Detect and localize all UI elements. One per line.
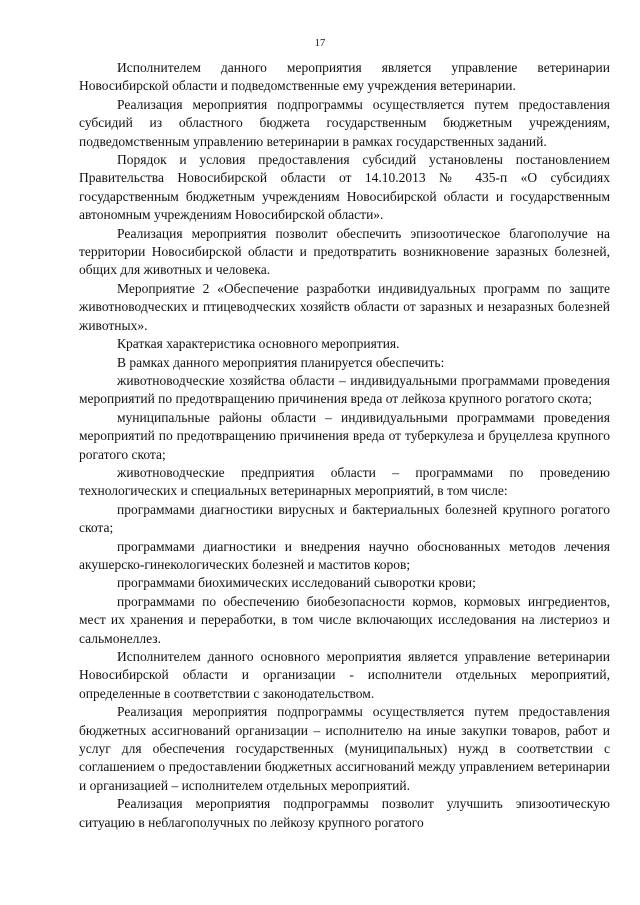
paragraph-implementation-subsidies: Реализация мероприятия подпрограммы осуществляется путем предоставления субсидий из областного бюджета государственным бюджетным учреждениям, подведомственным управлению ветеринарии в рамках государственных заданий.: [79, 96, 610, 149]
list-item-biosecurity-programs: программами по обеспечению биобезопасности кормов, кормовых ингредиентов, мест их хранения и переработки, в том числе включающих исследования на листериоз и сальмонеллез.: [79, 593, 610, 646]
paragraph-subsidy-procedure: Порядок и условия предоставления субсидий установлены постановлением Правительства Новосибирской области от 14.10.2013 № 435-п «О субсидиях государственным бюджетным учреждениям Новосибирской области и государственным автономным учреждениям Новосибирской области».: [79, 152, 610, 223]
paragraph-improve-situation: Реализация мероприятия подпрограммы позволит улучшить эпизоотическую ситуацию в неблагополучных по лейкозу крупного рогатого: [79, 796, 610, 830]
list-item-leukosis-programs: животноводческие хозяйства области – индивидуальными программами проведения мероприятий по предотвращению причинения вреда от лейкоза крупного рогатого скота;: [79, 372, 610, 407]
paragraph-brief-characteristic: Краткая характеристика основного мероприятия.: [117, 336, 400, 352]
list-item-diagnostics-programs: программами диагностики вирусных и бактериальных болезней крупного рогатого скота;: [79, 501, 610, 536]
paragraph-executor-veterinary: Исполнителем данного мероприятия является управление ветеринарии Новосибирской области и подведомственные ему учреждения ветеринарии.: [79, 60, 610, 94]
list-item-treatment-programs: программами диагностики и внедрения научно обоснованных методов лечения акушерско-гинекологических болезней и маститов коров;: [79, 538, 610, 572]
paragraph-main-executor: Исполнителем данного основного мероприятия является управление ветеринарии Новосибирской области и организации - исполнители отдельных мероприятий, определенные в соответствии с законодательством.: [79, 649, 610, 701]
page-number: 17: [314, 38, 326, 49]
paragraph-measure-2-title: Мероприятие 2 «Обеспечение разработки индивидуальных программ по защите животноводческих и птицеводческих хозяйств области от заразных и незаразных болезней животных».: [79, 280, 610, 333]
paragraph-budget-allocations: Реализация мероприятия подпрограммы осуществляется путем предоставления бюджетных ассигнований организации – исполнителю на иные закупки товаров, работ и услуг для обеспечения государственных (муниципальных) нужд в соответствии с соглашением о предоставлении бюджетных ассигнований между управлением ветеринарии и организацией – исполнителем отдельных мероприятий.: [79, 704, 610, 793]
paragraph-planned-provision: В рамках данного мероприятия планируется обеспечить:: [117, 354, 445, 370]
list-item-tuberculosis-programs: муниципальные районы области – индивидуальными программами проведения мероприятий по предотвращению причинения вреда от туберкулеза и бруцеллеза крупного рогатого скота;: [79, 409, 610, 462]
paragraph-epizootic-wellbeing: Реализация мероприятия позволит обеспечить эпизоотическое благополучие на территории Новосибирской области и предотвратить возникновение заразных болезней, общих для животных и человека.: [79, 225, 610, 278]
list-item-technological-programs: животноводческие предприятия области – программами по проведению технологических и специальных ветеринарных мероприятий, в том числе:: [79, 464, 610, 499]
list-item-biochemical-programs: программами биохимических исследований сыворотки крови;: [117, 575, 476, 591]
document-body: [79, 59, 610, 832]
